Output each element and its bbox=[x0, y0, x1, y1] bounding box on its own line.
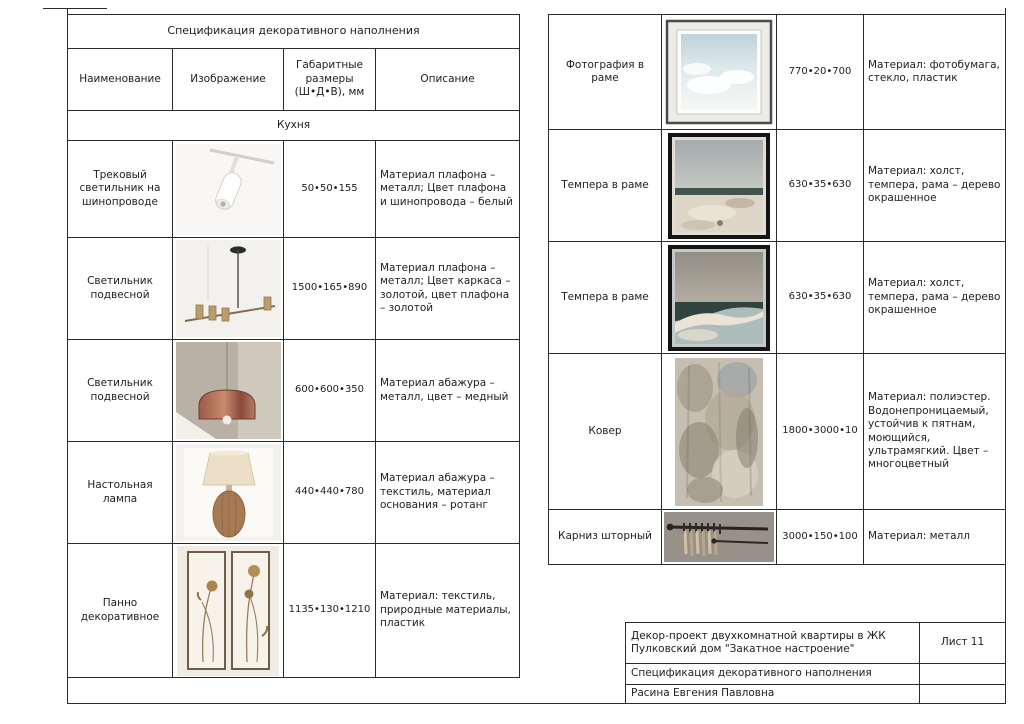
section-header-kitchen: Кухня bbox=[68, 110, 519, 140]
author-name: Расина Евгения Павловна bbox=[626, 684, 919, 703]
row-description: Материал: полиэстер. Водонепроницаемый, устойчив к пятнам, моющийся, ультрамягкий. Цвет – многоцветный bbox=[863, 353, 1005, 509]
tempera-painting-2-image bbox=[668, 245, 770, 351]
row-name: Светильник подвесной bbox=[68, 339, 172, 441]
row-description: Материал: холст, темпера, рама – дерево окрашенное bbox=[863, 129, 1005, 241]
row-image-cell bbox=[172, 140, 283, 237]
row-name: Карниз шторный bbox=[549, 509, 661, 564]
row-size: 630•35•630 bbox=[776, 129, 863, 241]
row-size: 3000•150•100 bbox=[776, 509, 863, 564]
row-image-cell bbox=[661, 509, 776, 564]
row-description: Материал абажура – металл, цвет – медный bbox=[375, 339, 519, 441]
row-name: Светильник подвесной bbox=[68, 237, 172, 339]
column-header-image: Изображение bbox=[172, 48, 283, 110]
table-lamp-image bbox=[176, 444, 281, 541]
row-image-cell bbox=[172, 339, 283, 441]
row-name: Фотография в раме bbox=[565, 58, 645, 84]
track-light-image bbox=[176, 144, 281, 235]
row-size: 600•600•350 bbox=[283, 339, 375, 441]
row-description: Материал плафона – металл; Цвет плафона и шинопровода – белый bbox=[375, 140, 519, 237]
row-image-cell bbox=[661, 353, 776, 509]
row-description: Материал: холст, темпера, рама – дерево окрашенное bbox=[863, 241, 1005, 353]
row-description: Материал: металл bbox=[863, 509, 1005, 564]
row-image-cell bbox=[172, 441, 283, 543]
table-title: Спецификация декоративного наполнения bbox=[167, 24, 420, 38]
row-image-cell bbox=[172, 237, 283, 339]
framed-photo-sky-image bbox=[665, 19, 773, 125]
decorative-panel-image bbox=[177, 546, 279, 676]
title-block-empty-cell bbox=[919, 663, 1005, 684]
copper-pendant-light-image bbox=[176, 342, 281, 439]
row-name: Панно декоративное bbox=[68, 543, 172, 677]
row-size: 770•20•700 bbox=[776, 15, 863, 129]
row-size: 440•440•780 bbox=[283, 441, 375, 543]
row-image-cell bbox=[661, 241, 776, 353]
row-description: Материал: фотобумага, стекло, пластик bbox=[863, 15, 1005, 129]
curtain-rod-image bbox=[664, 512, 774, 562]
sheet-number: Лист 11 bbox=[919, 623, 1005, 663]
spec-table-right bbox=[548, 14, 1006, 565]
row-description: Материал плафона – металл; Цвет каркаса – золотой, цвет плафона – золотой bbox=[375, 237, 519, 339]
row-name: Темпера в раме bbox=[549, 241, 661, 353]
column-header-description: Описание bbox=[375, 48, 519, 110]
project-title: Декор-проект двухкомнатной квартиры в ЖК Пулковский дом "Закатное настроение" bbox=[631, 629, 886, 655]
column-header-name: Наименование bbox=[68, 48, 172, 110]
row-name: Настольная лампа bbox=[68, 441, 172, 543]
row-image-cell bbox=[661, 15, 776, 129]
row-size: 50•50•155 bbox=[283, 140, 375, 237]
sheet-frame-top-segment bbox=[43, 8, 107, 9]
row-size: 1800•3000•10 bbox=[776, 353, 863, 509]
column-header-size: Габаритные размеры (Ш•Д•В), мм bbox=[283, 48, 375, 110]
row-description: Материал абажура – текстиль, материал основания – ротанг bbox=[375, 441, 519, 543]
row-name: Ковер bbox=[549, 353, 661, 509]
rug-image bbox=[675, 358, 763, 506]
row-name: Трековый светильник на шинопроводе bbox=[68, 140, 172, 237]
title-block-empty-cell bbox=[919, 684, 1005, 703]
row-name: Темпера в раме bbox=[549, 129, 661, 241]
spec-table-left bbox=[67, 14, 520, 678]
row-image-cell bbox=[661, 129, 776, 241]
row-size: 1135•130•1210 bbox=[283, 543, 375, 677]
row-image-cell bbox=[172, 543, 283, 677]
tempera-painting-1-image bbox=[668, 133, 770, 239]
title-block bbox=[625, 622, 1006, 704]
row-size: 630•35•630 bbox=[776, 241, 863, 353]
drawing-title: Спецификация декоративного наполнения bbox=[626, 663, 919, 684]
linear-pendant-light-image bbox=[176, 240, 281, 337]
row-size: 1500•165•890 bbox=[283, 237, 375, 339]
row-description: Материал: текстиль, природные материалы, пластик bbox=[375, 543, 519, 677]
